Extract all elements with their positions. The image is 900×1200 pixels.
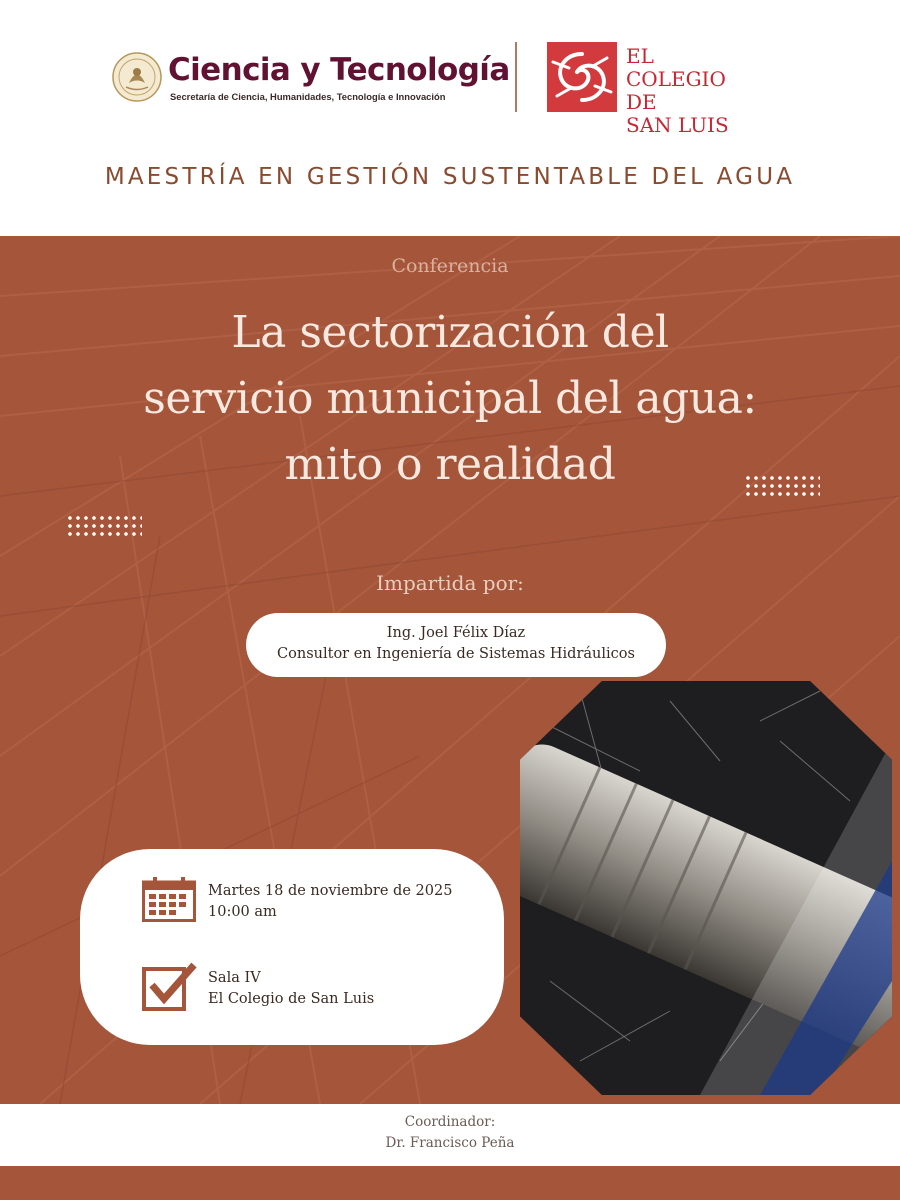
event-panel (0, 236, 900, 1104)
ciencia-logo-subtitle: Secretaría de Ciencia, Humanidades, Tecnología e Innovación (170, 91, 446, 102)
program-title: MAESTRÍA EN GESTIÓN SUSTENTABLE DEL AGUA (104, 164, 796, 190)
colegio-line-1: EL (626, 44, 654, 68)
event-details-card (80, 849, 504, 1045)
event-room: Sala IV (208, 970, 261, 986)
colegio-swirl-logo (547, 42, 617, 112)
talk-title-line-1: La sectorización del (231, 307, 669, 358)
colegio-line-3: DE (626, 90, 657, 114)
ciencia-logo-title: Ciencia y Tecnología (168, 52, 510, 88)
mexico-seal-icon (112, 52, 162, 102)
decorative-dots-right (744, 474, 820, 496)
header (0, 0, 900, 236)
coordinator-label: Coordinador: (404, 1114, 496, 1130)
event-date: Martes 18 de noviembre de 2025 (208, 883, 453, 899)
coordinator-name: Dr. Francisco Peña (385, 1135, 515, 1151)
event-location (208, 968, 374, 1010)
speaker-label: Impartida por: (376, 571, 524, 595)
event-type-label: Conferencia (391, 255, 509, 277)
colegio-line-4: SAN LUIS (626, 113, 729, 137)
speaker-role: Consultor en Ingeniería de Sistemas Hidráulicos (277, 646, 635, 662)
colegio-line-2: COLEGIO (626, 67, 726, 91)
header-divider (515, 42, 517, 112)
talk-title-line-2: servicio municipal del agua: (143, 373, 757, 424)
bottom-bar (0, 1166, 900, 1200)
event-datetime (208, 881, 452, 923)
decorative-dots-left (66, 514, 142, 536)
talk-title (20, 300, 880, 498)
event-time: 10:00 am (208, 904, 277, 920)
talk-title-line-3: mito o realidad (284, 439, 616, 490)
colegio-logo-text (626, 45, 729, 137)
water-pipe-photo (520, 681, 892, 1095)
footer (0, 1104, 900, 1166)
checkbox-check-icon (142, 961, 198, 1013)
speaker-card (246, 613, 666, 677)
event-venue: El Colegio de San Luis (208, 991, 375, 1007)
speaker-name: Ing. Joel Félix Díaz (386, 625, 526, 641)
calendar-icon (142, 876, 196, 922)
